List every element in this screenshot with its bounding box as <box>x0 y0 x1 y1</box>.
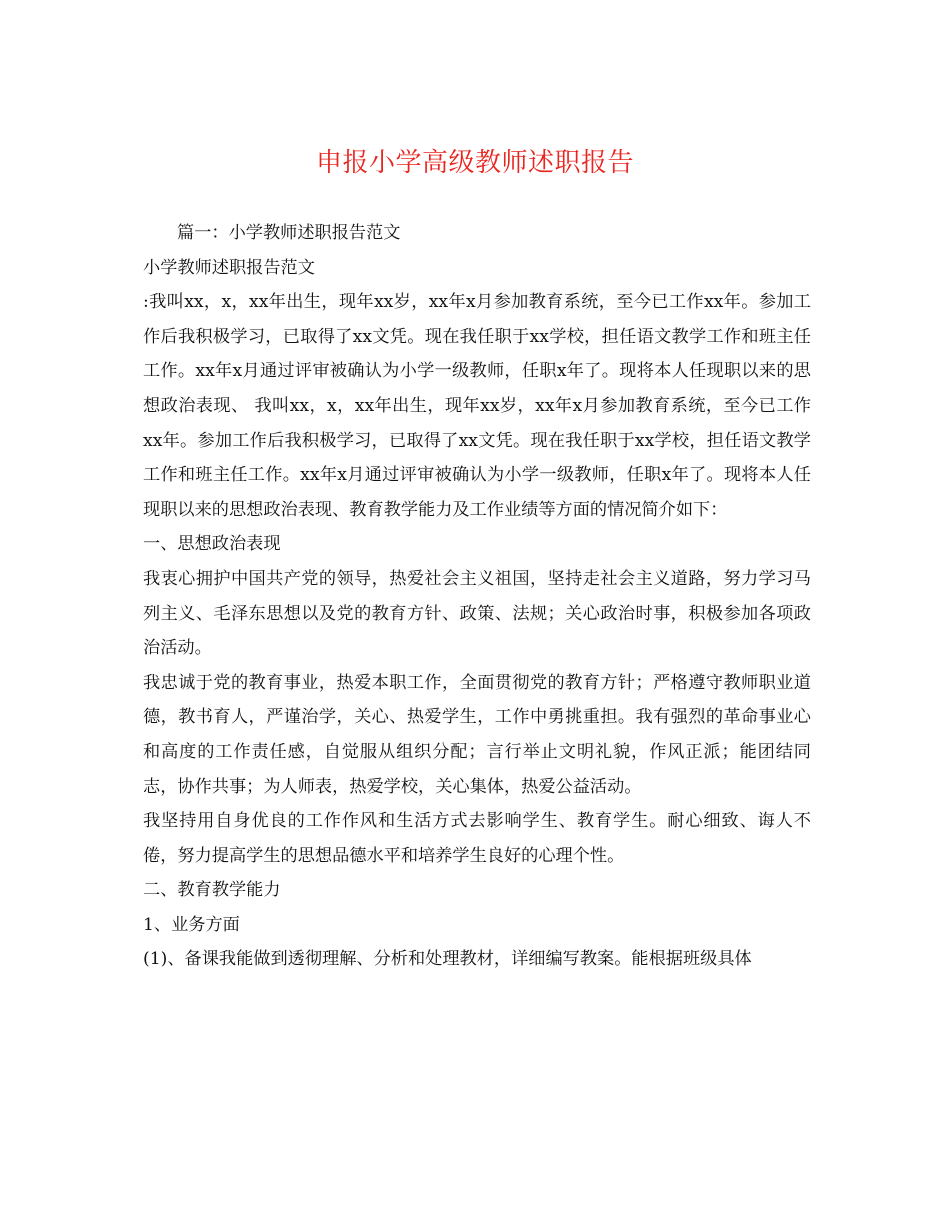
subtitle: 小学教师述职报告范文 <box>143 257 315 278</box>
heading-teaching-ability: 二、教育教学能力 <box>143 880 281 901</box>
paragraph-political-1: 我衷心拥护中国共产党的领导，热爱社会主义祖国，坚持走社会主义道路，努力学习马列主义、毛泽东思想以及党的教育方针、政策、法规；关心政治时事，积极参加各项政治活动。 <box>143 568 811 659</box>
document-title: 申报小学高级教师述职报告 <box>315 148 634 178</box>
paragraph-political-3: 我坚持用自身优良的工作作风和生活方式去影响学生、教育学生。耐心细致、诲人不倦，努力提高学生的思想品德水平和培养学生良好的心理个性。 <box>143 811 811 866</box>
document-body <box>143 216 811 977</box>
paragraph-lesson-prep: (1)、备课我能做到透彻理解、分析和处理教材，详细编写教案。能根据班级具体 <box>143 949 752 970</box>
paragraph-intro: :我叫xx，x，xx年出生，现年xx岁，xx年x月参加教育系统，至今已工作xx年。参加工作后我积极学习，已取得了xx文凭。现在我任职于xx学校，担任语文教学工作和班主任工作。xx年x月通过评审被确认为小学一级教师，任职x年了。现将本人任现职以来的思想政治表现、 我叫xx，x，xx年出生，现年xx岁，xx年x月参加教育系统，至今已工作xx年。参加工作后我积极学习，已取得了xx文凭。现在我任职于xx学校，担任语文教学工作和班主任工作。xx年x月通过评审被确认为小学一级教师，任职x年了。现将本人任现职以来的思想政治表现、教育教学能力及工作业绩等方面的情况简介如下： <box>143 292 811 520</box>
section-heading-part-one: 篇一：小学教师述职报告范文 <box>177 223 401 243</box>
heading-political: 一、思想政治表现 <box>143 534 281 555</box>
paragraph-political-2: 我忠诚于党的教育事业，热爱本职工作，全面贯彻党的教育方针；严格遵守教师职业道德，教书育人，严谨治学，关心、热爱学生，工作中勇挑重担。我有强烈的革命事业心和高度的工作责任感，自觉服从组织分配；言行举止文明礼貌，作风正派；能团结同志，协作共事；为人师表，热爱学校，关心集体，热爱公益活动。 <box>143 672 811 797</box>
heading-business: 1、业务方面 <box>143 914 240 935</box>
